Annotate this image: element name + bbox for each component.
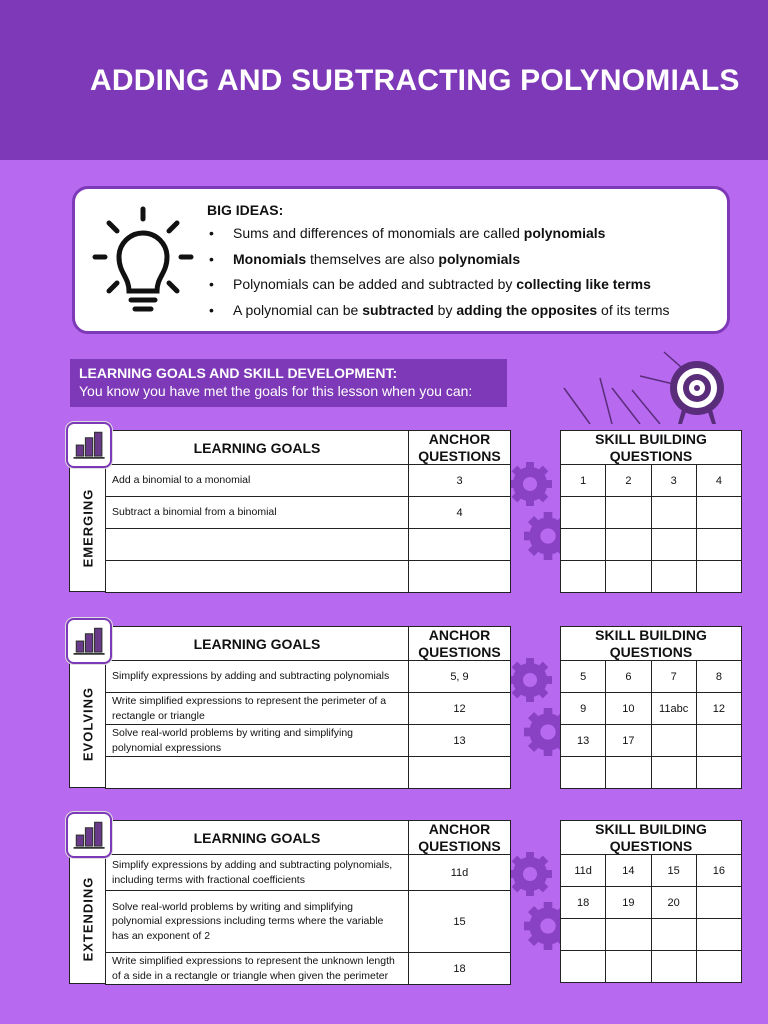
skill-question-cell [561, 497, 606, 529]
skill-question-cell: 10 [606, 693, 651, 725]
skill-question-cell: 19 [606, 887, 651, 919]
banner-title: LEARNING GOALS AND SKILL DEVELOPMENT: [79, 365, 398, 381]
anchor-cell [409, 757, 511, 789]
gear-icon [506, 460, 554, 508]
table-row [106, 953, 511, 985]
big-idea-item: • A polynomial can be subtracted by adding the opposites of its terms [207, 302, 717, 328]
table-row [106, 497, 511, 529]
big-idea-item: • Polynomials can be added and subtracted by collecting like terms [207, 276, 717, 302]
table-row [561, 919, 742, 951]
big-ideas-list [207, 225, 717, 327]
skill-question-cell [561, 919, 606, 951]
skill-question-cell [606, 919, 651, 951]
level-icon-box [66, 812, 112, 858]
goal-cell: Simplify expressions by adding and subtracting polynomials, including terms with fractional coefficients [106, 855, 409, 891]
skill-question-cell [606, 497, 651, 529]
table-row [106, 855, 511, 891]
level-label-text: EXTENDING [80, 876, 95, 962]
table-row [106, 661, 511, 693]
skill-question-cell: 13 [561, 725, 606, 757]
table-row [561, 529, 742, 561]
gear-icon [506, 850, 554, 898]
skill-question-cell: 15 [651, 855, 696, 887]
skill-question-cell [696, 561, 741, 593]
skill-question-cell: 11d [561, 855, 606, 887]
skill-question-cell: 7 [651, 661, 696, 693]
big-idea-item: • Monomials themselves are also polynomials [207, 251, 717, 277]
skill-question-cell [696, 951, 741, 983]
level-label [69, 854, 105, 984]
table-row [561, 661, 742, 693]
learning-goals-table [105, 430, 511, 593]
goal-cell: Add a binomial to a monomial [106, 465, 409, 497]
skill-building-table [560, 626, 742, 789]
skill-question-cell [696, 919, 741, 951]
skill-question-cell [651, 561, 696, 593]
skill-question-cell [651, 757, 696, 789]
gear-icon [506, 656, 554, 704]
table-row [106, 465, 511, 497]
anchor-cell: 12 [409, 693, 511, 725]
skill-question-cell [651, 725, 696, 757]
bar-chart-icon [69, 425, 111, 467]
target-arrows-icon [560, 348, 730, 424]
level-icon-box [66, 618, 112, 664]
skill-question-cell [696, 529, 741, 561]
goal-cell [106, 757, 409, 789]
skill-question-cell [651, 919, 696, 951]
skill-question-cell [651, 497, 696, 529]
anchor-cell: 15 [409, 891, 511, 953]
skill-building-table [560, 430, 742, 593]
level-label [69, 464, 105, 592]
table-row [106, 529, 511, 561]
skill-question-cell: 4 [696, 465, 741, 497]
learning-goals-table [105, 626, 511, 789]
skill-question-cell: 6 [606, 661, 651, 693]
anchor-cell: 5, 9 [409, 661, 511, 693]
table-row [106, 725, 511, 757]
table-row [106, 693, 511, 725]
table-row [106, 757, 511, 789]
goal-cell: Write simplified expressions to represent the perimeter of a rectangle or triangle [106, 693, 409, 725]
table-row [561, 497, 742, 529]
skill-question-cell [561, 757, 606, 789]
learning-goals-header: LEARNING GOALS [106, 821, 409, 855]
learning-goals-header: LEARNING GOALS [106, 431, 409, 465]
learning-goals-table [105, 820, 511, 985]
skill-question-cell: 11abc [651, 693, 696, 725]
skill-question-cell [606, 561, 651, 593]
lightbulb-icon [91, 205, 195, 315]
table-row [561, 725, 742, 757]
skill-question-cell: 16 [696, 855, 741, 887]
skill-question-cell: 9 [561, 693, 606, 725]
level-label [69, 660, 105, 788]
anchor-cell: 13 [409, 725, 511, 757]
skill-question-cell: 14 [606, 855, 651, 887]
skill-question-cell [651, 951, 696, 983]
big-ideas-box [72, 186, 730, 334]
table-row [561, 855, 742, 887]
table-row [106, 891, 511, 953]
learning-goals-header: LEARNING GOALS [106, 627, 409, 661]
goal-cell: Solve real-world problems by writing and simplifying polynomial expressions [106, 725, 409, 757]
anchor-cell [409, 529, 511, 561]
table-row [561, 887, 742, 919]
skill-question-cell [651, 529, 696, 561]
skill-question-cell: 18 [561, 887, 606, 919]
anchor-cell: 11d [409, 855, 511, 891]
table-row [561, 465, 742, 497]
goal-cell: Subtract a binomial from a binomial [106, 497, 409, 529]
table-row [561, 561, 742, 593]
table-row [561, 757, 742, 789]
skill-question-cell [696, 887, 741, 919]
goal-cell [106, 529, 409, 561]
level-icon-box [66, 422, 112, 468]
skill-question-cell [606, 951, 651, 983]
skill-question-cell: 8 [696, 661, 741, 693]
bar-chart-icon [69, 621, 111, 663]
goal-cell: Write simplified expressions to represent the unknown length of a side in a rectangle or triangle when given the perimeter [106, 953, 409, 985]
goal-cell: Solve real-world problems by writing and simplifying polynomial expressions including terms where the variable has an exponent of 2 [106, 891, 409, 953]
skill-question-cell [606, 529, 651, 561]
goal-cell: Simplify expressions by adding and subtracting polynomials [106, 661, 409, 693]
level-label-text: EMERGING [80, 488, 95, 568]
skill-building-header: SKILL BUILDING QUESTIONS [561, 431, 742, 465]
skill-question-cell: 2 [606, 465, 651, 497]
skill-question-cell [696, 497, 741, 529]
skill-question-cell [696, 725, 741, 757]
skill-question-cell [561, 951, 606, 983]
anchor-cell: 4 [409, 497, 511, 529]
skill-question-cell [696, 757, 741, 789]
skill-question-cell: 1 [561, 465, 606, 497]
table-row [106, 561, 511, 593]
anchor-questions-header: ANCHOR QUESTIONS [409, 821, 511, 855]
title-banner [0, 0, 768, 160]
level-label-text: EVOLVING [80, 686, 95, 762]
skill-building-header: SKILL BUILDING QUESTIONS [561, 627, 742, 661]
table-row [561, 951, 742, 983]
banner-subtitle: You know you have met the goals for this lesson when you can: [79, 383, 473, 399]
learning-goals-banner [70, 359, 507, 407]
skill-question-cell [561, 529, 606, 561]
skill-question-cell: 12 [696, 693, 741, 725]
skill-question-cell: 5 [561, 661, 606, 693]
goal-cell [106, 561, 409, 593]
big-idea-item: • Sums and differences of monomials are called polynomials [207, 225, 717, 251]
skill-question-cell: 3 [651, 465, 696, 497]
bar-chart-icon [69, 815, 111, 857]
skill-question-cell [561, 561, 606, 593]
skill-question-cell [606, 757, 651, 789]
skill-question-cell: 20 [651, 887, 696, 919]
skill-question-cell: 17 [606, 725, 651, 757]
table-row [561, 693, 742, 725]
anchor-cell [409, 561, 511, 593]
big-ideas-heading: BIG IDEAS: [207, 202, 284, 218]
page-title: ADDING AND SUBTRACTING POLYNOMIALS [90, 64, 740, 97]
anchor-cell: 3 [409, 465, 511, 497]
skill-building-header: SKILL BUILDING QUESTIONS [561, 821, 742, 855]
anchor-questions-header: ANCHOR QUESTIONS [409, 431, 511, 465]
anchor-questions-header: ANCHOR QUESTIONS [409, 627, 511, 661]
anchor-cell: 18 [409, 953, 511, 985]
skill-building-table [560, 820, 742, 983]
